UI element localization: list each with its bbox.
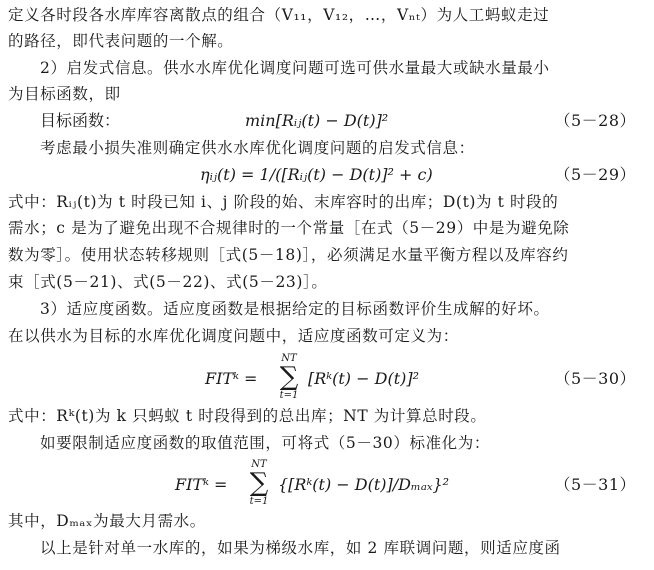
paragraph-line: 如要限制适应度函数的取值范围，可将式（5－30）标准化为：: [40, 434, 490, 452]
equation-number: （5－30）: [554, 369, 636, 388]
equation-lhs: FITᵏ =: [175, 475, 228, 494]
paragraph-line: 在以供水为目标的水库优化调度问题中，适应度函数可定义为：: [8, 327, 459, 345]
paragraph-line: 考虑最小损失准则确定供水水库优化调度问题的启发式信息：: [40, 139, 475, 157]
paragraph-line: 的路径，即代表问题的一个解。: [8, 32, 234, 50]
summation-lower-limit: t=1: [249, 496, 269, 507]
summation-symbol: [246, 459, 272, 507]
summation-upper-limit: NT: [281, 353, 297, 364]
equation-rhs: [Rᵏ(t) − D(t)]²: [308, 369, 420, 388]
paragraph-line: 为目标函数，即: [8, 85, 121, 103]
summation-upper-limit: NT: [251, 459, 267, 470]
equation-expression: min[Rᵢⱼ(t) − D(t)]²: [245, 111, 389, 130]
equation-expression: ηᵢⱼ(t) = 1/([Rᵢⱼ(t) − D(t)]² + c): [200, 165, 433, 184]
sigma-icon: ∑: [249, 468, 269, 498]
paragraph-line: 其中，Dₘₐₓ为最大月需水。: [8, 512, 206, 530]
paragraph-line: 数为零］。使用状态转移规则［式(5－18)］，必须满足水量平衡方程以及库容约: [8, 246, 569, 264]
equation-number: （5－29）: [554, 165, 636, 184]
paragraph-line: 定义各时段各水库库容离散点的组合（V₁₁，V₁₂，…，Vₙₜ）为人工蚂蚁走过: [8, 6, 550, 24]
equation-label: 目标函数：: [40, 111, 121, 130]
paragraph-line: 2）启发式信息。供水水库优化调度问题可选可供水量最大或缺水量最小: [40, 59, 550, 77]
paragraph-line: 3）适应度函数。适应度函数是根据给定的目标函数评价生成解的好坏。: [40, 300, 550, 318]
paragraph-line: 需水；c 是为了避免出现不合规律时的一个常量［在式（5－29）中是为避免除: [8, 219, 570, 237]
summation-symbol: [276, 353, 302, 401]
equation-rhs: {[Rᵏ(t) − D(t)]/Dₘₐₓ}²: [278, 475, 450, 494]
equation-number: （5－28）: [554, 111, 636, 130]
paragraph-line: 式中：Rᵏ(t)为 k 只蚂蚁 t 时段得到的总出库；NT 为计算总时段。: [8, 407, 487, 425]
paragraph-line: 以上是针对单一水库的，如果为梯级水库，如 2 库联调问题，则适应度函: [40, 539, 561, 557]
sigma-icon: ∑: [279, 362, 299, 392]
paragraph-line: 式中：Rᵢⱼ(t)为 t 时段已知 i、j 阶段的始、末库容时的出库；D(t)为 t 时段的: [8, 193, 559, 211]
summation-lower-limit: t=1: [279, 390, 299, 401]
paragraph-line: 束［式(5－21)、式(5－22)、式(5－23)］。: [8, 273, 328, 291]
equation-number: （5－31）: [554, 475, 636, 494]
equation-lhs: FITᵏ =: [205, 369, 258, 388]
